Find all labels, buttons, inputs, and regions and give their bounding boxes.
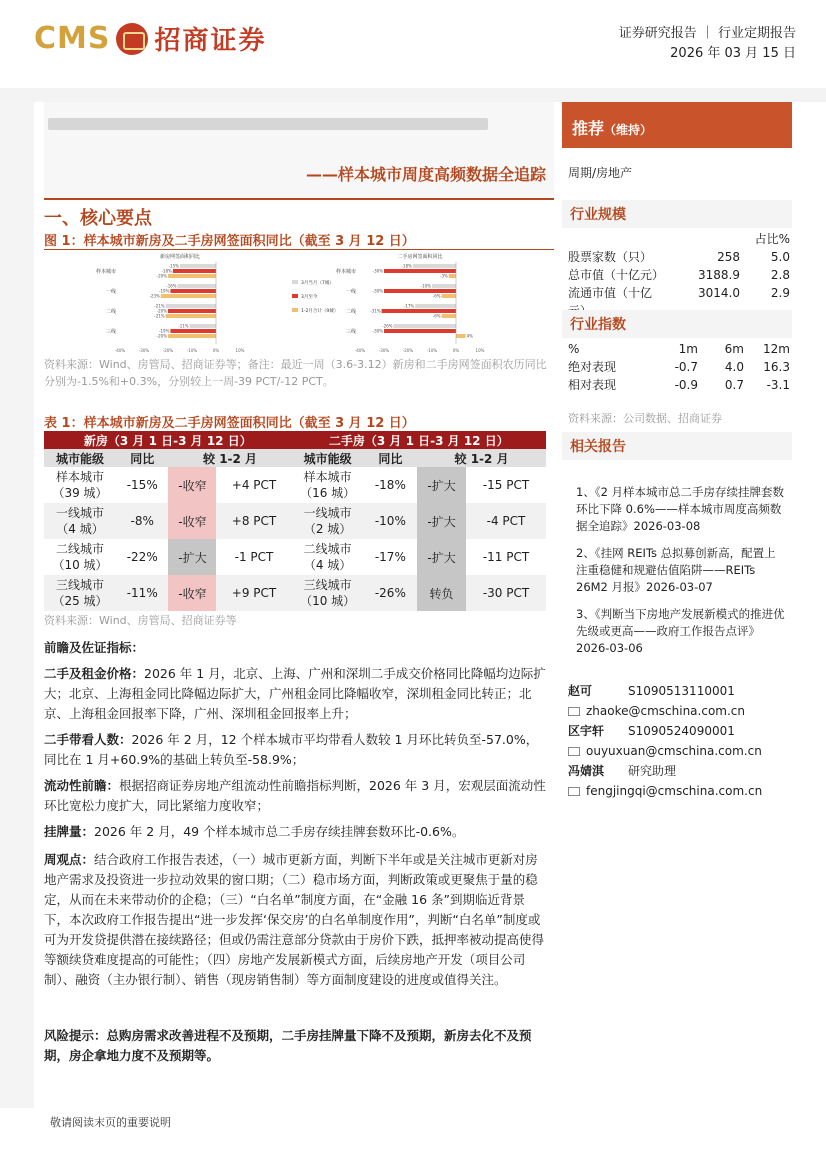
data-label: -19% [159, 288, 170, 294]
mail-icon [568, 707, 580, 716]
data-label: -3% [440, 273, 448, 279]
data-label: -21% [154, 303, 165, 309]
legend-label: 3月至今 [301, 295, 318, 300]
author-email[interactable]: ouyuxuan@cmschina.com.cn [586, 744, 762, 758]
body-para-view [44, 850, 546, 990]
category-label: 一线 [105, 289, 116, 295]
tick-label: -30% [138, 348, 150, 353]
tick-label: -30% [378, 348, 390, 353]
blurred-title-line [48, 118, 488, 130]
tick-label: -10% [426, 348, 438, 353]
bar [384, 289, 456, 293]
bar [168, 309, 216, 313]
col-city-2: 城市能级 [292, 449, 364, 467]
data-label: 4% [466, 333, 473, 339]
author-name: 赵可 [568, 684, 593, 698]
table-row: 股票家数（只） 258 5.0 [568, 250, 790, 264]
row-trend: -收窄 [168, 575, 216, 611]
scale-table [568, 230, 790, 320]
row-yoy: -11% [116, 575, 168, 611]
row-yoy: -15% [126, 478, 158, 492]
row-trend-2: 转负 [417, 575, 466, 611]
logo-chinese: 招商证券 [154, 26, 267, 56]
row-yoy-2: -26% [364, 575, 418, 611]
category-label: 样本城市 [95, 269, 116, 275]
bar [170, 289, 216, 293]
bar [178, 284, 216, 288]
rating-note: （维持） [604, 123, 653, 137]
para-label: 挂牌量： [44, 824, 95, 839]
row-trend: -扩大 [168, 539, 216, 575]
data-label: -16% [166, 283, 177, 289]
col-yoy-2: 同比 [364, 449, 418, 467]
figure1-source: 资料来源：Wind、房管局、招商证券等；备注：最近一周（3.6-3.12）新房和二手房网签面积农历同比分别为-1.5%和+0.3%，分别较上一周-39 PCT/-12 PCT。 [44, 358, 547, 388]
author-email[interactable]: zhaoke@cmschina.com.cn [586, 704, 745, 718]
row-diff-2: -11 PCT [482, 550, 530, 564]
data-label: -19% [159, 328, 170, 334]
body-para-liquidity [44, 776, 546, 816]
row-yoy-2: -10% [364, 503, 418, 539]
tick-label: 0% [452, 348, 460, 353]
header-divider [0, 88, 826, 102]
data-label: -20% [156, 273, 167, 279]
mail-icon [568, 747, 580, 756]
table-row [44, 539, 546, 575]
chart-title: 新房网签面积同比 [159, 254, 201, 260]
related-report-link[interactable]: 1、《2 月样本城市总二手房存续挂牌套数环比下降 0.6%——样本城市周度高频数据全追踪》2026-03-08 [576, 485, 785, 533]
data-label: -6% [432, 293, 441, 299]
row-city-2: 样本城市 [303, 470, 352, 484]
bar [168, 334, 216, 338]
table1 [44, 431, 546, 611]
index-table: % 1m 6m 12m 绝对表现 -0.7 4.0 16.3 相对表现 -0.9 0.7 -3.1 [568, 342, 790, 392]
row-diff: -1 PCT [234, 550, 274, 564]
table-row [44, 503, 546, 539]
row-city-2: 三线城市 [303, 578, 352, 592]
bar [166, 314, 216, 318]
data-label: -26% [382, 323, 393, 329]
legend-swatch [292, 294, 298, 298]
bar [166, 304, 216, 308]
bar [173, 269, 216, 273]
data-label: -31% [370, 308, 381, 314]
row-diff-2: -15 PCT [482, 478, 530, 492]
row-city: 三线城市 [55, 578, 104, 592]
tick-label: 10% [475, 348, 485, 353]
col-city: 城市能级 [44, 449, 116, 467]
table-row [44, 467, 546, 503]
author-name: 冯婧淇 [568, 764, 605, 778]
data-label: -20% [156, 308, 167, 314]
body-para-visits [44, 730, 546, 770]
data-label: -30% [372, 268, 383, 274]
logo-mark-icon [116, 23, 148, 55]
tick-label: 10% [235, 348, 245, 353]
legend-label: 1-2月合计（9城） [301, 309, 339, 314]
para-text: 总购房需求改善进程不及预期，二手房挂牌量下降不及预期，新房去化不及预期，房企拿地力度不及预期等。 [44, 1028, 532, 1063]
category-label: 二线 [105, 309, 116, 315]
body-para-risk [44, 1026, 546, 1066]
row-trend-2: -扩大 [417, 467, 466, 503]
data-label: -15% [168, 263, 179, 269]
bar [161, 294, 216, 298]
tick-label: -20% [402, 348, 414, 353]
legend-swatch [292, 280, 298, 284]
row-count-2: （4 城） [303, 558, 352, 572]
para-label: 流动性前瞻： [44, 778, 120, 793]
col-vs-2: 较 1-2 月 [417, 449, 546, 467]
bar [456, 334, 466, 338]
data-label: -6% [432, 313, 441, 319]
para-label: 二手及租金价格： [44, 666, 145, 681]
row-count: （4 城） [56, 522, 104, 536]
table-row: 流通市值（十亿 3014.0 2.9 [568, 286, 790, 300]
mail-icon [568, 787, 580, 796]
author-id: S1090524090001 [628, 724, 735, 738]
row-yoy: -8% [116, 503, 168, 539]
body-lead: 前瞻及佐证指标： [44, 640, 145, 655]
industry-label: 周期/房地产 [568, 166, 633, 180]
body-para-listing [44, 822, 546, 842]
row-trend: -收窄 [168, 467, 216, 503]
tick-label: -40% [114, 348, 126, 353]
row-count-2: （10 城） [300, 594, 356, 608]
figure1-charts [92, 250, 554, 354]
related-heading: 相关报告 [562, 432, 792, 460]
row-diff-2: -4 PCT [466, 503, 546, 539]
tick-label: -20% [162, 348, 174, 353]
chart-title: 二手房网签面积同比 [397, 254, 443, 260]
table-row: 总市值（十亿元） 3188.9 2.8 [568, 268, 790, 282]
table-row [44, 575, 546, 611]
row-city-2: 二线城市 [303, 542, 352, 556]
index-source: 资料来源：公司数据、招商证券 [568, 412, 722, 425]
row-trend-2: -扩大 [417, 503, 466, 539]
data-label: -30% [372, 288, 383, 294]
scale-heading: 行业规模 [562, 200, 792, 228]
data-label: -17% [403, 303, 415, 309]
report-subtitle: ——样本城市周度高频数据全追踪 [305, 165, 546, 184]
author-email[interactable]: fengjingqi@cmschina.com.cn [586, 784, 763, 798]
author-list [568, 682, 790, 800]
table-row: 绝对表现 -0.7 4.0 16.3 [568, 360, 790, 374]
title-rule [44, 198, 554, 200]
para-text: 2026 年 2 月，49 个样本城市总二手房存续挂牌套数环比-0.6%。 [94, 824, 465, 839]
bar [442, 294, 456, 298]
report-type: 证券研究报告 ｜ 行业定期报告 [618, 26, 796, 41]
category-label: 一线 [345, 289, 356, 295]
col-yoy: 同比 [116, 449, 168, 467]
row-trend: -收窄 [168, 503, 216, 539]
bar [384, 269, 456, 273]
legend-label: 3月当月（7城） [301, 281, 334, 286]
figure1-svg [92, 250, 554, 354]
para-label: 二手带看人数： [44, 732, 132, 747]
bar [180, 264, 216, 268]
header-bar [0, 0, 826, 88]
rating: 推荐 [572, 119, 605, 138]
para-text: 2026 年 2 月，12 个样本城市平均带看人数较 1 月环比转负至-57.0%，同比在 1 月+60.9%的基础上转负至-58.9%； [44, 732, 539, 767]
bar [382, 309, 456, 313]
logo-text: CMS [34, 21, 111, 56]
data-label: -11% [178, 323, 189, 329]
row-count-2: （2 城） [303, 522, 352, 536]
tick-label: -40% [354, 348, 366, 353]
row-city: 一线城市 [55, 506, 104, 520]
row-count-2: （16 城） [300, 486, 356, 500]
report-meta [619, 24, 796, 64]
bar [415, 304, 456, 308]
index-heading: 行业指数 [562, 310, 792, 338]
row-count: （25 城） [52, 594, 108, 608]
figure1-title: 图 1：样本城市新房及二手房网签面积同比（截至 3 月 12 日） [44, 234, 415, 249]
related-list [576, 484, 786, 667]
tick-label: -10% [186, 348, 198, 353]
para-text: 结合政府工作报告表述，（一）城市更新方面，判断下半年或是关注城市更新对房地产需求及投资进一步拉动效果的窗口期；（二）稳市场方面，判断政策或更聚焦于量的稳定，从而在未来带动价的企稳；（三）“白名单”制度方面，在“金融 16 条”到期临近背景下，本次政府工作报告提出“进一步发挥‘保交房’的白名单制度作用”，判断“白名单”制度或可为开发贷提供潜在接续路径；但或仍需注意部分贷款由于房价下跌，抵押率被动提高使得等额续贷难度提高的可能性；（四）房地产发展新模式方面，后续房地产开发（项目公司制）、融资（主办银行制）、销售（现房销售制）等方面制度建设的进度或值得关注。 [44, 852, 545, 987]
data-label: -20% [156, 333, 167, 339]
category-label: 样本城市 [335, 269, 356, 275]
data-label: -18% [161, 268, 172, 274]
table1-source: 资料来源：Wind、房管局、招商证券等 [44, 614, 237, 627]
data-label: -30% [372, 328, 383, 334]
bar [449, 274, 456, 278]
related-report-link[interactable]: 3、《判断当下房地产发展新模式的推进优先级或更高——政府工作报告点评》2026-03-06 [576, 607, 785, 655]
bar [384, 329, 456, 333]
para-label: 周观点： [44, 852, 95, 867]
data-label: -23% [149, 293, 160, 299]
table1-group-new: 新房（3 月 1 日-3 月 12 日） [44, 431, 292, 449]
para-text: 2026 年 1 月，北京、上海、广州和深圳二手成交价格同比降幅均边际扩大；北京、上海租金同比降幅边际扩大，广州租金同比降幅收窄，深圳租金同比转正；北京、上海租金回报率下降，广州、深圳租金回报率上升； [44, 666, 546, 721]
data-label: -21% [154, 313, 165, 319]
bar [442, 314, 456, 318]
category-label: 三线 [345, 329, 356, 335]
row-yoy-2: -18% [374, 478, 406, 492]
category-label: 三线 [105, 329, 116, 335]
section-heading: 一、核心要点 [44, 208, 152, 229]
legend-swatch [292, 308, 298, 312]
bar [432, 284, 456, 288]
para-text: 根据招商证券房地产组流动性前瞻指标判断，2026 年 3 月，宏观层面流动性环比宽松力度扩大，同比紧缩力度收窄； [44, 778, 546, 813]
row-city: 二线城市 [55, 542, 104, 556]
author-id: 研究助理 [628, 764, 677, 778]
footer-note: 敬请阅读末页的重要说明 [50, 1116, 171, 1129]
report-date: 2026 年 03 月 15 日 [670, 46, 796, 61]
bar [168, 274, 216, 278]
category-label: 二线 [345, 309, 356, 315]
company-logo [34, 20, 267, 57]
row-city-2: 一线城市 [303, 506, 352, 520]
col-vs: 较 1-2 月 [168, 449, 291, 467]
row-diff: +4 PCT [231, 478, 277, 492]
row-diff: +9 PCT [216, 575, 291, 611]
author-id: S1090513110001 [628, 684, 735, 698]
row-diff: +8 PCT [216, 503, 291, 539]
bar [413, 264, 456, 268]
table1-title: 表 1：样本城市新房及二手房网签面积同比（截至 3 月 12 日） [44, 416, 415, 431]
bar [394, 324, 456, 328]
related-report-link[interactable]: 2、《挂网 REITs 总拟募创新高，配置上注重稳健和规避估值陷阱——REITs 26M2 月报》2026-03-07 [576, 546, 776, 594]
row-yoy-2: -17% [374, 550, 406, 564]
para-label: 风险提示： [44, 1028, 107, 1043]
bar [190, 324, 216, 328]
scale-share-header: 占比% [754, 232, 790, 246]
table1-group-second: 二手房（3 月 1 日-3 月 12 日） [292, 431, 546, 449]
left-margin-band [0, 88, 34, 1108]
data-label: -10% [420, 283, 431, 289]
row-trend-2: -扩大 [417, 539, 466, 575]
row-count: （10 城） [52, 558, 108, 572]
body-para-price [44, 664, 546, 724]
data-label: -18% [401, 263, 412, 269]
row-yoy: -22% [126, 550, 158, 564]
row-city: 样本城市 [55, 470, 104, 484]
tick-label: 0% [212, 348, 220, 353]
rating-box [562, 102, 792, 148]
row-count: （39 城） [52, 486, 108, 500]
bar [170, 329, 216, 333]
table-row: 相对表现 -0.9 0.7 -3.1 [568, 378, 790, 392]
row-diff-2: -30 PCT [466, 575, 546, 611]
author-name: 区宇轩 [568, 724, 605, 738]
